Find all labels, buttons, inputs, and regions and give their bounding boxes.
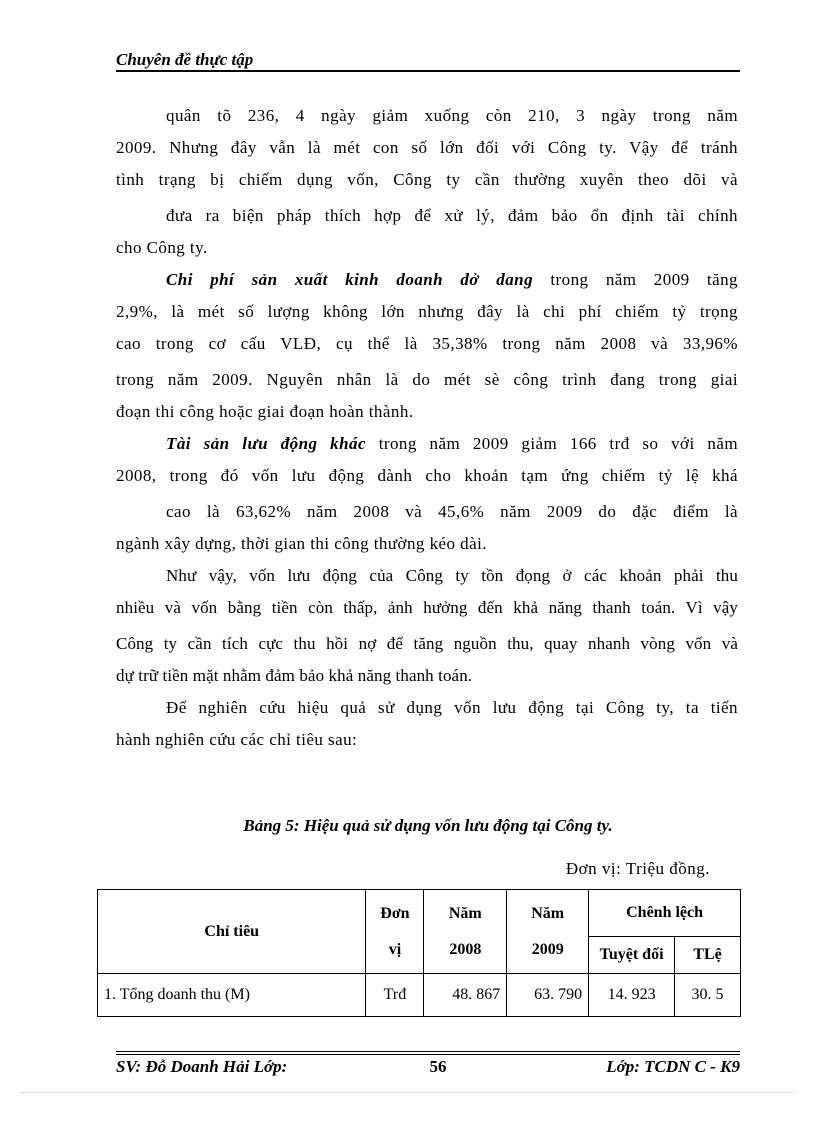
paragraph-line: Như vậy, vốn lưu động của Công ty tồn đọng ở các khoản phải thu	[166, 566, 738, 585]
paragraph-line: Công ty cần tích cực thu hồi nợ để tăng nguồn thu, quay nhanh vòng vốn và	[116, 634, 738, 653]
paragraph-line: hành nghiên cứu các chỉ tiêu sau:	[116, 730, 358, 749]
header-title: Chuyên đề thực tập	[116, 50, 254, 69]
table-unit-note: Đơn vị: Triệu đồng.	[565, 859, 710, 878]
header-2008-top: Năm	[448, 904, 482, 922]
text-run: trong năm 2009 giảm 166 trđ so với năm	[365, 434, 738, 453]
header-unit-top: Đơn	[380, 904, 410, 922]
bold-italic-term: Chi phí sản xuất kinh doanh dở dang	[166, 270, 534, 289]
header-indicator: Chỉ tiêu	[98, 890, 366, 974]
header-2008-bottom: 2008	[449, 940, 482, 958]
cell-absolute: 14. 923	[589, 974, 675, 1017]
cell-2008: 48. 867	[424, 974, 507, 1017]
cell-ratio: 30. 5	[675, 974, 741, 1017]
table-caption: Bảng 5: Hiệu quả sử dụng vốn lưu động tại Công ty.	[243, 816, 613, 835]
paragraph-line: ngành xây dựng, thời gian thi công thường kéo dài.	[116, 534, 487, 553]
header-2009-top: Năm	[531, 904, 565, 922]
page-number: 56	[429, 1057, 447, 1076]
paragraph-line: đưa ra biện pháp thích hợp để xử lý, đảm bảo ổn định tài chính	[166, 206, 738, 225]
header-year-2008	[424, 890, 507, 974]
paragraph-line	[116, 428, 738, 460]
footer-rule	[116, 1054, 740, 1055]
header-absolute: Tuyệt đối	[589, 937, 675, 974]
header-2009-bottom: 2009	[531, 940, 564, 958]
header-year-2009	[507, 890, 589, 974]
paragraph-line: trong năm 2009. Nguyên nhân là do mét sè công trình đang trong giai	[116, 370, 738, 389]
header-ratio: TLệ	[675, 937, 741, 974]
paragraph-line: tình trạng bị chiếm dụng vốn, Công ty cần thường xuyên theo dõi và	[116, 170, 738, 189]
header-unit	[366, 890, 424, 974]
header-unit-bottom: vị	[388, 940, 402, 958]
page-edge	[20, 1092, 796, 1093]
paragraph-line: nhiều và vốn bằng tiền còn thấp, ảnh hưởng đến khả năng thanh toán. Vì vậy	[116, 598, 738, 617]
footer-rule	[116, 1051, 740, 1052]
paragraph-line: 2,9%, là mét số lượng không lớn nhưng đây là chi phí chiếm tỷ trọng	[116, 302, 738, 321]
paragraph-line: cao trong cơ cấu VLĐ, cụ thể là 35,38% trong năm 2008 và 33,96%	[116, 334, 738, 353]
body-text	[116, 100, 738, 756]
table-row	[98, 974, 741, 1017]
footer-class: Lớp: TCDN C - K9	[606, 1057, 740, 1076]
paragraph-line: 2009. Nhưng đây vẫn là mét con số lớn đối với Công ty. Vậy để tránh	[116, 138, 738, 157]
cell-indicator: 1. Tổng doanh thu (M)	[98, 974, 366, 1017]
bold-italic-term: Tài sản lưu động khác	[166, 434, 366, 453]
paragraph-line: cao là 63,62% năm 2008 và 45,6% năm 2009 do đặc điểm là	[166, 502, 738, 521]
paragraph-line: quân tõ 236, 4 ngày giảm xuống còn 210, 3 ngày trong năm	[166, 106, 738, 125]
efficiency-table	[97, 889, 741, 1017]
cell-2009: 63. 790	[507, 974, 589, 1017]
header-difference: Chênh lệch	[589, 890, 741, 937]
text-run: trong năm 2009 tăng	[533, 270, 738, 289]
paragraph-line: cho Công ty.	[116, 238, 208, 257]
header-rule	[116, 70, 740, 72]
footer-student: SV: Đỗ Doanh Hải Lớp:	[116, 1057, 288, 1076]
paragraph-line: 2008, trong đó vốn lưu động dành cho khoản tạm ứng chiếm tỷ lệ khá	[116, 466, 738, 485]
paragraph-line	[116, 264, 738, 296]
paragraph-line: dự trữ tiền mặt nhằm đảm bảo khả năng thanh toán.	[116, 666, 473, 685]
cell-unit: Trđ	[366, 974, 424, 1017]
paragraph-line: đoạn thi công hoặc giai đoạn hoàn thành.	[116, 402, 414, 421]
paragraph-line: Để nghiên cứu hiệu quả sử dụng vốn lưu động tại Công ty, ta tiến	[166, 698, 738, 717]
